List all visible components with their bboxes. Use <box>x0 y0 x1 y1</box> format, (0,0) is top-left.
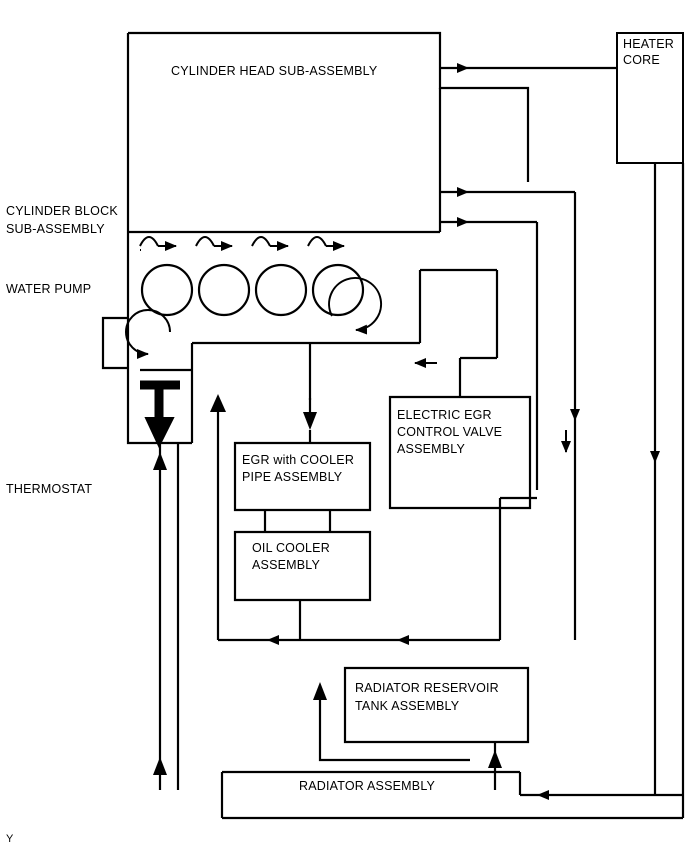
label-cylinder-block-line2: SUB-ASSEMBLY <box>6 222 105 236</box>
label-electric-egr-line1: ELECTRIC EGR <box>397 408 492 422</box>
label-egr-cooler-line2: PIPE ASSEMBLY <box>242 470 343 484</box>
label-heater-core-line1: HEATER <box>623 37 674 51</box>
corner-mark: Y <box>6 833 14 845</box>
label-radiator-reservoir-line2: TANK ASSEMBLY <box>355 699 460 713</box>
label-oil-cooler-line2: ASSEMBLY <box>252 558 321 572</box>
label-cylinder-block-line1: CYLINDER BLOCK <box>6 204 118 218</box>
label-egr-cooler-line1: EGR with COOLER <box>242 453 355 467</box>
label-electric-egr-line2: CONTROL VALVE <box>397 425 503 439</box>
label-water-pump: WATER PUMP <box>6 282 92 296</box>
label-electric-egr-line3: ASSEMBLY <box>397 442 466 456</box>
label-cylinder-head-sub-assembly: CYLINDER HEAD SUB-ASSEMBLY <box>171 64 378 78</box>
label-radiator-reservoir-line1: RADIATOR RESERVOIR <box>355 681 499 695</box>
label-heater-core-line2: CORE <box>623 53 660 67</box>
label-radiator-assembly: RADIATOR ASSEMBLY <box>299 779 436 793</box>
label-oil-cooler-line1: OIL COOLER <box>252 541 330 555</box>
label-thermostat: THERMOSTAT <box>6 482 93 496</box>
